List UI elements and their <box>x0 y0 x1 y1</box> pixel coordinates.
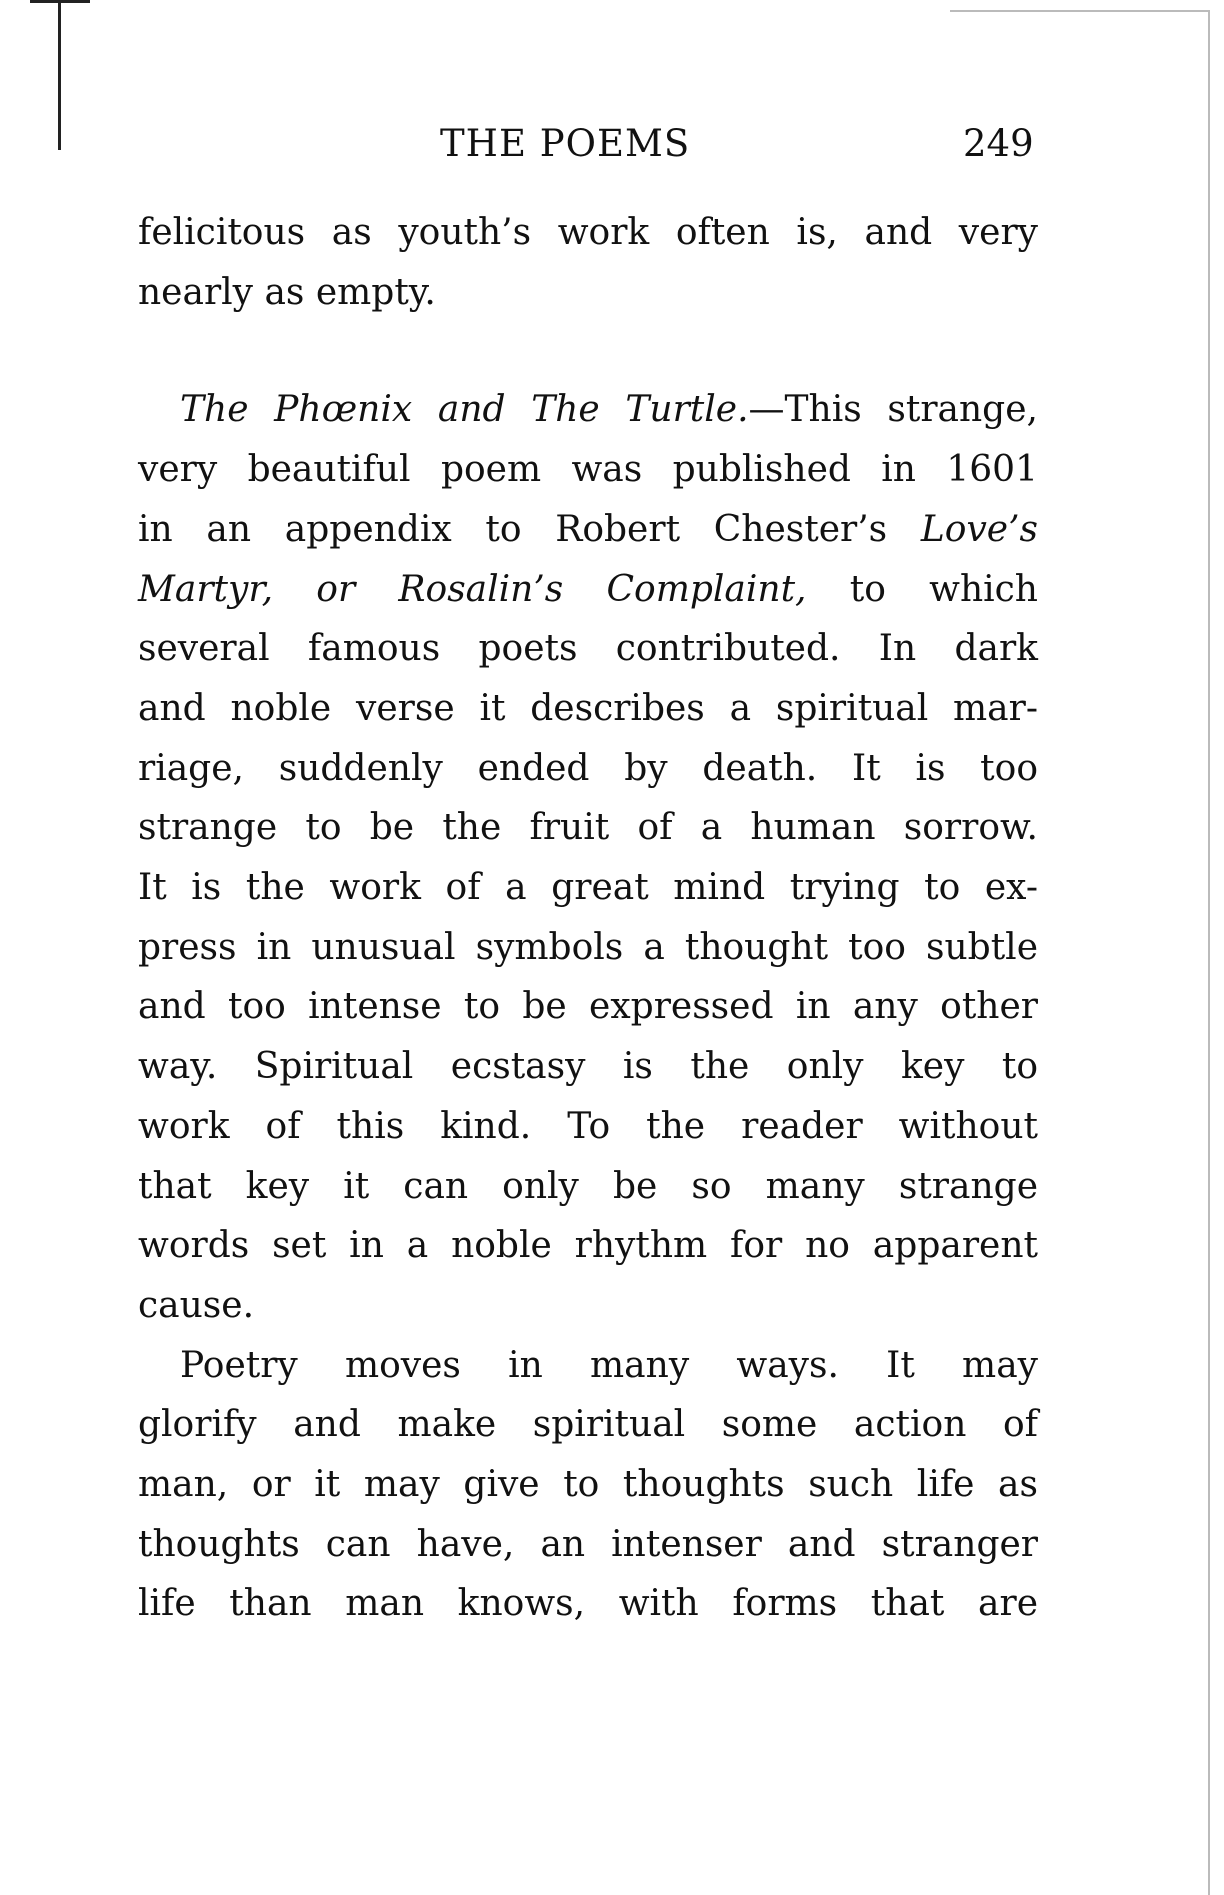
text-run: work of this kind. To the reader without <box>138 1105 1038 1147</box>
text-run: nearly as empty. <box>138 271 436 313</box>
text-line <box>138 1105 1038 1149</box>
text-run: words set in a noble rhythm for no apparent <box>138 1225 1038 1267</box>
text-line <box>138 1582 1038 1626</box>
text-run: that key it can only be so many strange <box>138 1165 1038 1207</box>
text-run: riage, suddenly ended by death. It is too <box>138 747 1038 789</box>
text-line <box>138 806 1038 850</box>
text-run: to which <box>806 568 1038 610</box>
page-header <box>0 122 1224 166</box>
text-line <box>138 1045 1038 1089</box>
text-run: Poetry moves in many ways. It may <box>180 1344 1038 1386</box>
text-run: thoughts can have, an intenser and stranger <box>138 1523 1038 1565</box>
italic-title: Love’s <box>920 508 1038 550</box>
text-line <box>138 1403 1038 1447</box>
text-run: very beautiful poem was published in 1601 <box>138 449 1038 491</box>
text-line <box>180 1344 1038 1388</box>
text-line <box>138 747 1038 791</box>
italic-title: The Phœnix and The Turtle. <box>180 389 749 431</box>
text-run: It is the work of a great mind trying to ex- <box>138 867 1038 908</box>
page-number: 249 <box>963 122 1034 165</box>
text-run: man, or it may give to thoughts such life as <box>138 1464 1038 1505</box>
text-line <box>138 926 1038 970</box>
text-run: cause. <box>138 1284 255 1326</box>
text-line <box>138 271 1038 315</box>
text-line <box>138 1224 1038 1268</box>
text-run: felicitous as youth’s work often is, and very <box>138 212 1038 253</box>
text-line <box>138 211 1038 255</box>
text-line <box>138 1523 1038 1567</box>
text-line <box>138 866 1038 910</box>
text-line <box>138 687 1038 731</box>
text-line <box>180 388 1038 432</box>
text-run: and too intense to be expressed in any other <box>138 986 1038 1028</box>
text-line <box>138 627 1038 671</box>
text-run: and noble verse it describes a spiritual mar- <box>138 687 1038 729</box>
text-line <box>138 508 1038 552</box>
edge-rule <box>950 10 1210 12</box>
text-run: several famous poets contributed. In dark <box>138 628 1038 670</box>
text-run: glorify and make spiritual some action of <box>138 1404 1038 1446</box>
text-line <box>138 1284 1038 1328</box>
text-line <box>138 1165 1038 1209</box>
text-line <box>138 1463 1038 1507</box>
text-run: in an appendix to Robert Chester’s <box>138 508 921 550</box>
text-run: strange to be the fruit of a human sorrow. <box>138 807 1038 849</box>
text-run: life than man knows, with forms that are <box>138 1583 1038 1625</box>
text-run: —This strange, <box>748 389 1038 431</box>
edge-rule <box>1208 10 1210 1895</box>
text-run: way. Spiritual ecstasy is the only key to <box>138 1046 1038 1088</box>
text-run: press in unusual symbols a thought too subtle <box>138 926 1038 968</box>
text-line <box>138 568 1038 612</box>
margin-rule <box>30 0 90 3</box>
italic-title: Martyr, or Rosalin’s Complaint, <box>138 568 807 610</box>
text-line <box>138 448 1038 492</box>
text-line <box>138 985 1038 1029</box>
running-title: THE POEMS <box>440 122 691 165</box>
